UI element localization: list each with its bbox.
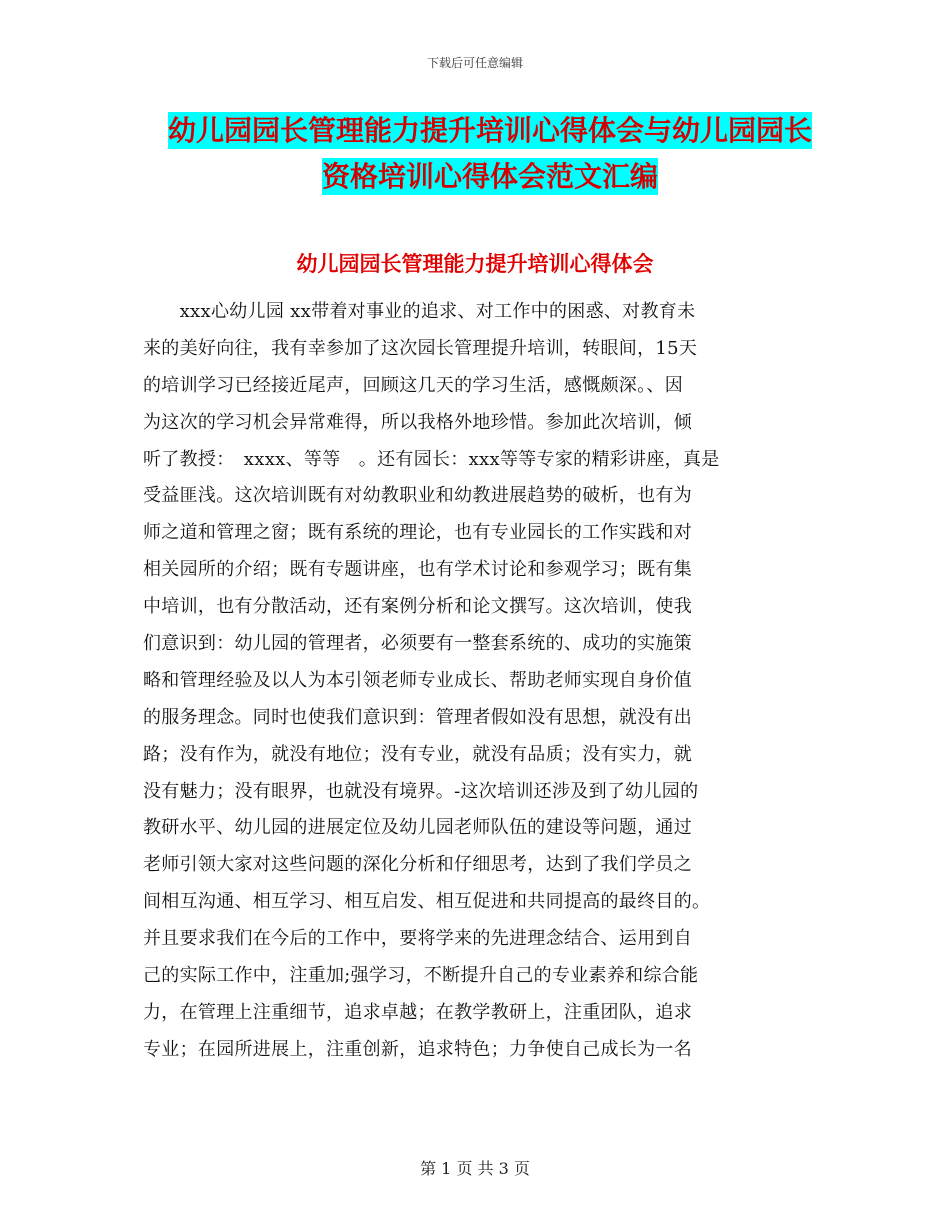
body-line: 并且要求我们在今后的工作中，要将学来的先进理念结合、运用到自 [143, 928, 692, 950]
body-line: 专业；在园所进展上，注重创新，追求特色；力争使自己成长为一名 [143, 1038, 692, 1060]
document-title [140, 108, 840, 200]
body-line: 力，在管理上注重细节，追求卓越；在教学教研上，注重团队，追求 [143, 1001, 692, 1023]
body-line: 的服务理念。同时也使我们意识到：管理者假如没有思想，就没有出 [143, 706, 692, 728]
body-line: 没有魅力；没有眼界，也就没有境界。-这次培训还涉及到了幼儿园的 [143, 780, 699, 802]
body-line: 受益匪浅。这次培训既有对幼教职业和幼教进展趋势的破析，也有为 [143, 485, 692, 507]
section-heading: 幼儿园园长管理能力提升培训心得体会 [296, 252, 654, 276]
body-line: 来的美好向往，我有幸参加了这次园长管理提升培训，转眼间，15天 [143, 337, 698, 359]
body-line: 中培训，也有分散活动，还有案例分析和论文撰写。这次培训，使我 [143, 596, 692, 618]
body-line: 老师引领大家对这些问题的深化分析和仔细思考，达到了我们学员之 [143, 854, 692, 876]
body-line: 师之道和管理之窗；既有系统的理论，也有专业园长的工作实践和对 [143, 522, 692, 544]
title-line-2-text: 资格培训心得体会范文汇编 [321, 160, 658, 193]
page-number: 第 1 页 共 3 页 [420, 1159, 530, 1178]
body-line: 听了教授： xxxx、等等 。还有园长：xxx等等专家的精彩讲座，真是 [143, 448, 720, 470]
title-line-2 [140, 154, 840, 200]
body-line: 己的实际工作中，注重加;强学习，不断提升自己的专业素养和综合能 [143, 965, 699, 987]
body-line: xxx心幼儿园 xx带着对事业的追求、对工作中的困惑、对教育未 [143, 301, 696, 322]
title-line-1-text: 幼儿园园长管理能力提升培训心得体会与幼儿园园长 [167, 114, 812, 147]
body-line: 相关园所的介绍；既有专题讲座，也有学术讨论和参观学习；既有集 [143, 559, 692, 581]
body-line: 间相互沟通、相互学习、相互启发、相互促进和共同提高的最终目的。 [143, 891, 711, 913]
body-line: 教研水平、幼儿园的进展定位及幼儿园老师队伍的建设等问题，通过 [143, 817, 692, 839]
body-line: 们意识到：幼儿园的管理者，必须要有一整套系统的、成功的实施策 [143, 633, 692, 655]
body-line: 的培训学习已经接近尾声，回顾这几天的学习生活，感慨颇深。、因 [143, 374, 683, 396]
body-paragraph [143, 294, 807, 1069]
body-line: 为这次的学习机会异常难得，所以我格外地珍惜。参加此次培训，倾 [143, 411, 692, 433]
page-header-note: 下载后可任意编辑 [426, 56, 523, 70]
body-line: 略和管理经验及以人为本引领老师专业成长、帮助老师实现自身价值 [143, 669, 692, 691]
title-line-1 [140, 108, 840, 154]
body-line: 路；没有作为，就没有地位；没有专业，就没有品质；没有实力，就 [143, 743, 692, 765]
